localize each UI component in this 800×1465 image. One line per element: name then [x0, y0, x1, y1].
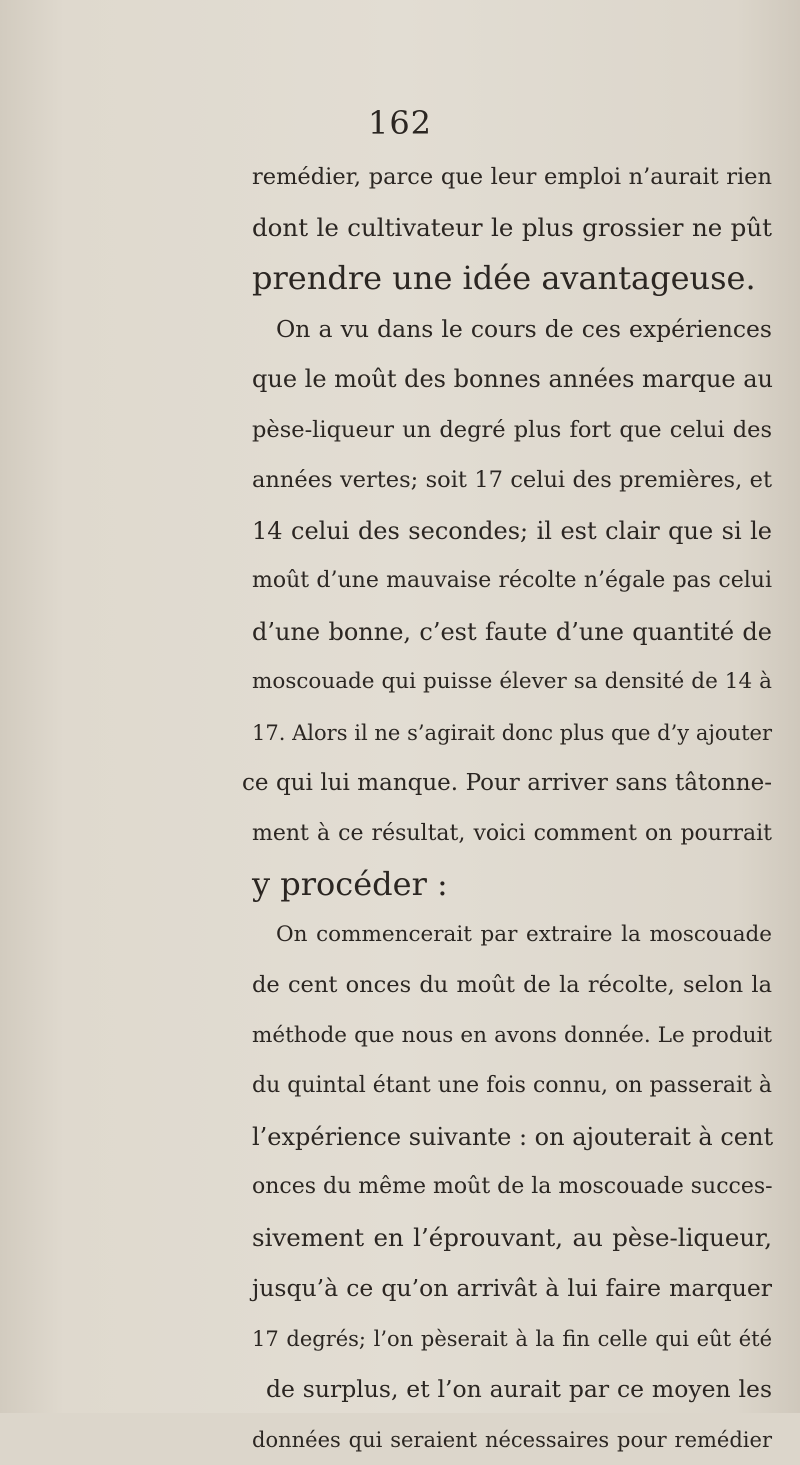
text-line: données qui seraient nécessaires pour remédier	[252, 1415, 772, 1465]
body-text	[252, 152, 772, 1465]
text-line: y procéder :	[252, 859, 772, 910]
text-line: que le moût des bonnes années marque au	[252, 354, 772, 405]
text-line: ce qui lui manque. Pour arriver sans tâtonne-	[242, 758, 772, 809]
text-line: moût d’une mauvaise récolte n’égale pas celui	[252, 556, 772, 607]
text-line: années vertes; soit 17 celui des premières, et	[252, 455, 772, 506]
text-line: remédier, parce que leur emploi n’aurait rien	[252, 152, 772, 203]
text-line: méthode que nous en avons donnée. Le produit	[252, 1011, 772, 1062]
text-line: 17 degrés; l’on pèserait à la fin celle qui eût été	[252, 1314, 772, 1365]
text-line: du quintal étant une fois connu, on passerait à	[252, 1061, 772, 1112]
text-line: dont le cultivateur le plus grossier ne pût	[252, 203, 772, 254]
text-line: pèse-liqueur un degré plus fort que celui des	[252, 405, 772, 456]
page-number: 162	[0, 104, 800, 142]
text-line: sivement en l’éprouvant, au pèse-liqueur,	[252, 1213, 772, 1264]
text-line: 17. Alors il ne s’agirait donc plus que d’y ajouter	[252, 708, 772, 759]
text-line: onces du même moût de la moscouade succes-	[252, 1162, 772, 1213]
paragraph-start-line: On commencerait par extraire la moscouade	[252, 910, 772, 961]
text-line: 14 celui des secondes; il est clair que si le	[252, 506, 772, 557]
paragraph-start-line: On a vu dans le cours de ces expériences	[252, 304, 772, 355]
text-line: moscouade qui puisse élever sa densité de 14 à	[252, 657, 772, 708]
text-line: de surplus, et l’on aurait par ce moyen les	[266, 1364, 772, 1415]
text-line: prendre une idée avantageuse.	[252, 253, 772, 304]
text-line: ment à ce résultat, voici comment on pourrait	[252, 809, 772, 860]
text-line: l’expérience suivante : on ajouterait à cent	[252, 1112, 772, 1163]
text-line: jusqu’à ce qu’on arrivât à lui faire marquer	[252, 1263, 772, 1314]
text-line: de cent onces du moût de la récolte, selon la	[252, 960, 772, 1011]
text-line: d’une bonne, c’est faute d’une quantité de	[252, 607, 772, 658]
